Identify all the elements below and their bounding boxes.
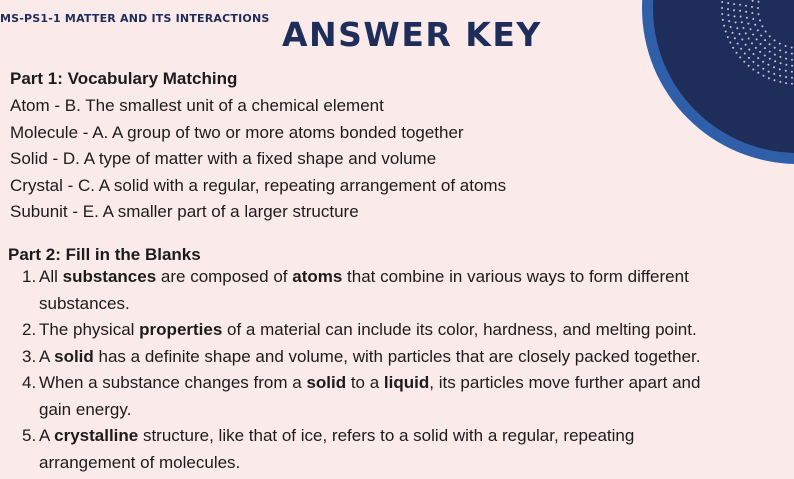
fill-in-list: [22, 264, 790, 476]
decoration-dot: [743, 27, 745, 29]
decoration-dot: [769, 43, 771, 45]
fill-item: [22, 344, 790, 371]
decoration-dot: [743, 61, 745, 63]
decoration-dot: [721, 13, 723, 15]
decoration-dot: [756, 38, 758, 40]
decoration-dot: [762, 68, 764, 70]
decoration-dot: [785, 76, 787, 78]
decoration-dot: [757, 65, 759, 67]
decoration-dot: [774, 79, 776, 81]
decoration-dot: [739, 33, 741, 35]
decoration-dot: [765, 31, 767, 33]
item-number: 5.: [22, 426, 37, 445]
item-text: to a: [346, 373, 384, 392]
decoration-dot: [779, 75, 781, 77]
decoration-dot: [732, 47, 734, 49]
decoration-dot: [740, 16, 742, 18]
item-text: has a definite shape and volume, with particles that are closely packed together.: [93, 346, 701, 366]
decoration-dot: [752, 69, 754, 71]
decoration-dot: [757, 72, 759, 74]
decoration-dot: [779, 68, 781, 70]
decoration-dot: [757, 57, 759, 59]
item-text: When a substance changes from a: [39, 373, 307, 392]
decoration-dot: [747, 23, 749, 25]
part1-title: Part 1: Vocabulary Matching: [10, 69, 238, 88]
decoration-dot: [727, 2, 729, 4]
item-text: A: [39, 346, 55, 366]
decoration-dot: [764, 55, 766, 57]
decoration-dot: [745, 11, 747, 13]
decoration-dot: [774, 39, 776, 41]
decoration-dot: [761, 25, 763, 27]
decoration-dot: [732, 32, 734, 34]
decoration-dot: [767, 64, 769, 66]
decoration-dot: [779, 49, 781, 51]
decoration-dot: [764, 39, 766, 41]
vocab-item: Solid - D. A type of matter with a fixed shape and volume: [10, 149, 437, 168]
item-text: , its particles move further apart and: [429, 373, 701, 392]
answer-word: crystalline: [54, 426, 139, 445]
decoration-dot: [745, 44, 747, 46]
decoration-dot: [751, 42, 753, 44]
decoration-dot: [735, 21, 737, 23]
decoration-dot: [759, 51, 761, 53]
decoration-dot: [785, 70, 787, 72]
decoration-dot: [758, 13, 760, 15]
decoration-dot: [736, 52, 738, 54]
vocab-item: Molecule - A. A group of two or more atoms bonded together: [10, 122, 464, 142]
decoration-dot: [746, 17, 748, 19]
decoration-dot: [728, 20, 730, 22]
decoration-dot: [757, 7, 759, 9]
item-text: arrangement of molecules.: [39, 452, 241, 472]
decoration-dot: [760, 43, 762, 45]
item-text: A: [39, 426, 55, 445]
decoration-dot: [748, 65, 750, 67]
decoration-dot: [750, 28, 752, 30]
decoration-dot: [729, 42, 731, 44]
decoration-dot: [721, 7, 723, 9]
decoration-dot: [740, 48, 742, 50]
decoration-dot: [779, 43, 781, 45]
decoration-dot: [739, 10, 741, 12]
item-text: gain energy.: [39, 399, 132, 419]
decoration-dot: [774, 60, 776, 62]
decoration-dot: [768, 71, 770, 73]
decoration-dot: [751, 12, 753, 14]
decoration-dot: [779, 81, 781, 83]
decoration-dot: [741, 39, 743, 41]
decoration-dot: [745, 32, 747, 34]
decoration-dot: [779, 56, 781, 58]
item-number: 3.: [22, 346, 37, 366]
decoration-dot: [730, 26, 732, 28]
decoration-dot: [791, 59, 793, 61]
decoration-dot: [736, 27, 738, 29]
vocab-item: Subunit - E. A smaller part of a larger structure: [10, 202, 359, 221]
item-text: structure, like that of ice, refers to a solid with a regular, repeating: [138, 426, 635, 445]
decoration-dot: [752, 34, 754, 36]
decoration-dot: [751, 6, 753, 8]
decoration-dot: [758, 1, 760, 3]
decoration-dot: [727, 8, 729, 10]
decoration-dot: [733, 3, 735, 5]
decoration-dot: [734, 37, 736, 39]
decoration-dot: [748, 49, 750, 51]
decoration-dot: [769, 51, 771, 53]
decoration-dot: [768, 77, 770, 79]
standard-label: MS-PS1-1 MATTER AND ITS INTERACTIONS: [0, 12, 270, 25]
decoration-dot: [752, 61, 754, 63]
item-number: 1.: [22, 267, 37, 286]
decoration-dot: [763, 75, 765, 77]
decoration-dot: [741, 21, 743, 23]
decoration-dot: [723, 25, 725, 27]
decoration-dot: [737, 43, 739, 45]
decoration-dot: [744, 53, 746, 55]
decoration-dot: [752, 18, 754, 20]
item-number: 4.: [22, 373, 37, 392]
decoration-dot: [760, 35, 762, 37]
decoration-dot: [755, 47, 757, 49]
item-text: substances.: [39, 293, 130, 313]
decoration-dot: [769, 35, 771, 37]
item-text: of a material can include its color, hardness, and melting point.: [222, 320, 697, 339]
decoration-dot: [759, 19, 761, 21]
fill-item: [22, 370, 790, 423]
item-text: are composed of: [156, 267, 293, 286]
item-text: that combine in various ways to form different: [342, 267, 689, 286]
decoration-dot: [739, 4, 741, 6]
decoration-dot: [727, 36, 729, 38]
decoration-dot: [764, 47, 766, 49]
page-title: ANSWER KEY: [282, 15, 542, 54]
decoration-dot: [754, 24, 756, 26]
decoration-dot: [733, 9, 735, 11]
fill-item: [22, 423, 790, 476]
answer-word: atoms: [292, 267, 343, 286]
vocab-item: Atom - B. The smallest unit of a chemical element: [10, 96, 384, 115]
decoration-dot: [727, 14, 729, 16]
decoration-dot: [791, 83, 793, 85]
decoration-dot: [769, 58, 771, 60]
fill-item: [22, 317, 790, 344]
answer-word: solid: [54, 346, 94, 366]
decoration-dot: [774, 47, 776, 49]
decoration-dot: [785, 64, 787, 66]
decoration-dot: [785, 45, 787, 47]
vocabulary-list: [10, 93, 506, 226]
decoration-dot: [791, 71, 793, 73]
decoration-dot: [785, 58, 787, 60]
decoration-dot: [748, 38, 750, 40]
part2-title: Part 2: Fill in the Blanks: [8, 245, 201, 264]
decoration-dot: [791, 47, 793, 49]
answer-word: properties: [139, 320, 223, 339]
decoration-dot: [734, 15, 736, 17]
answer-word: substances: [62, 267, 157, 286]
decoration-dot: [791, 77, 793, 79]
decoration-dot: [780, 62, 782, 64]
item-text: The physical: [39, 320, 140, 339]
decoration-dot: [773, 73, 775, 75]
decoration-dot: [745, 5, 747, 7]
decoration-dot: [721, 1, 723, 3]
decoration-dot: [785, 82, 787, 84]
decoration-dot: [725, 31, 727, 33]
decoration-dot: [748, 57, 750, 59]
decoration-dot: [791, 53, 793, 55]
decoration-dot: [791, 65, 793, 67]
fill-item: [22, 264, 790, 317]
decoration-dot: [757, 29, 759, 31]
decoration-dot: [774, 54, 776, 56]
decoration-dot: [773, 66, 775, 68]
item-text: All: [39, 267, 63, 286]
decoration-dot: [762, 61, 764, 63]
vocab-item: Crystal - C. A solid with a regular, repeating arrangement of atoms: [10, 175, 507, 195]
decoration-dot: [753, 53, 755, 55]
answer-word: solid: [306, 373, 347, 392]
answer-word: liquid: [383, 373, 430, 392]
item-number: 2.: [22, 320, 37, 339]
decoration-dot: [739, 56, 741, 58]
decoration-dot: [785, 51, 787, 53]
decoration-dot: [722, 19, 724, 21]
